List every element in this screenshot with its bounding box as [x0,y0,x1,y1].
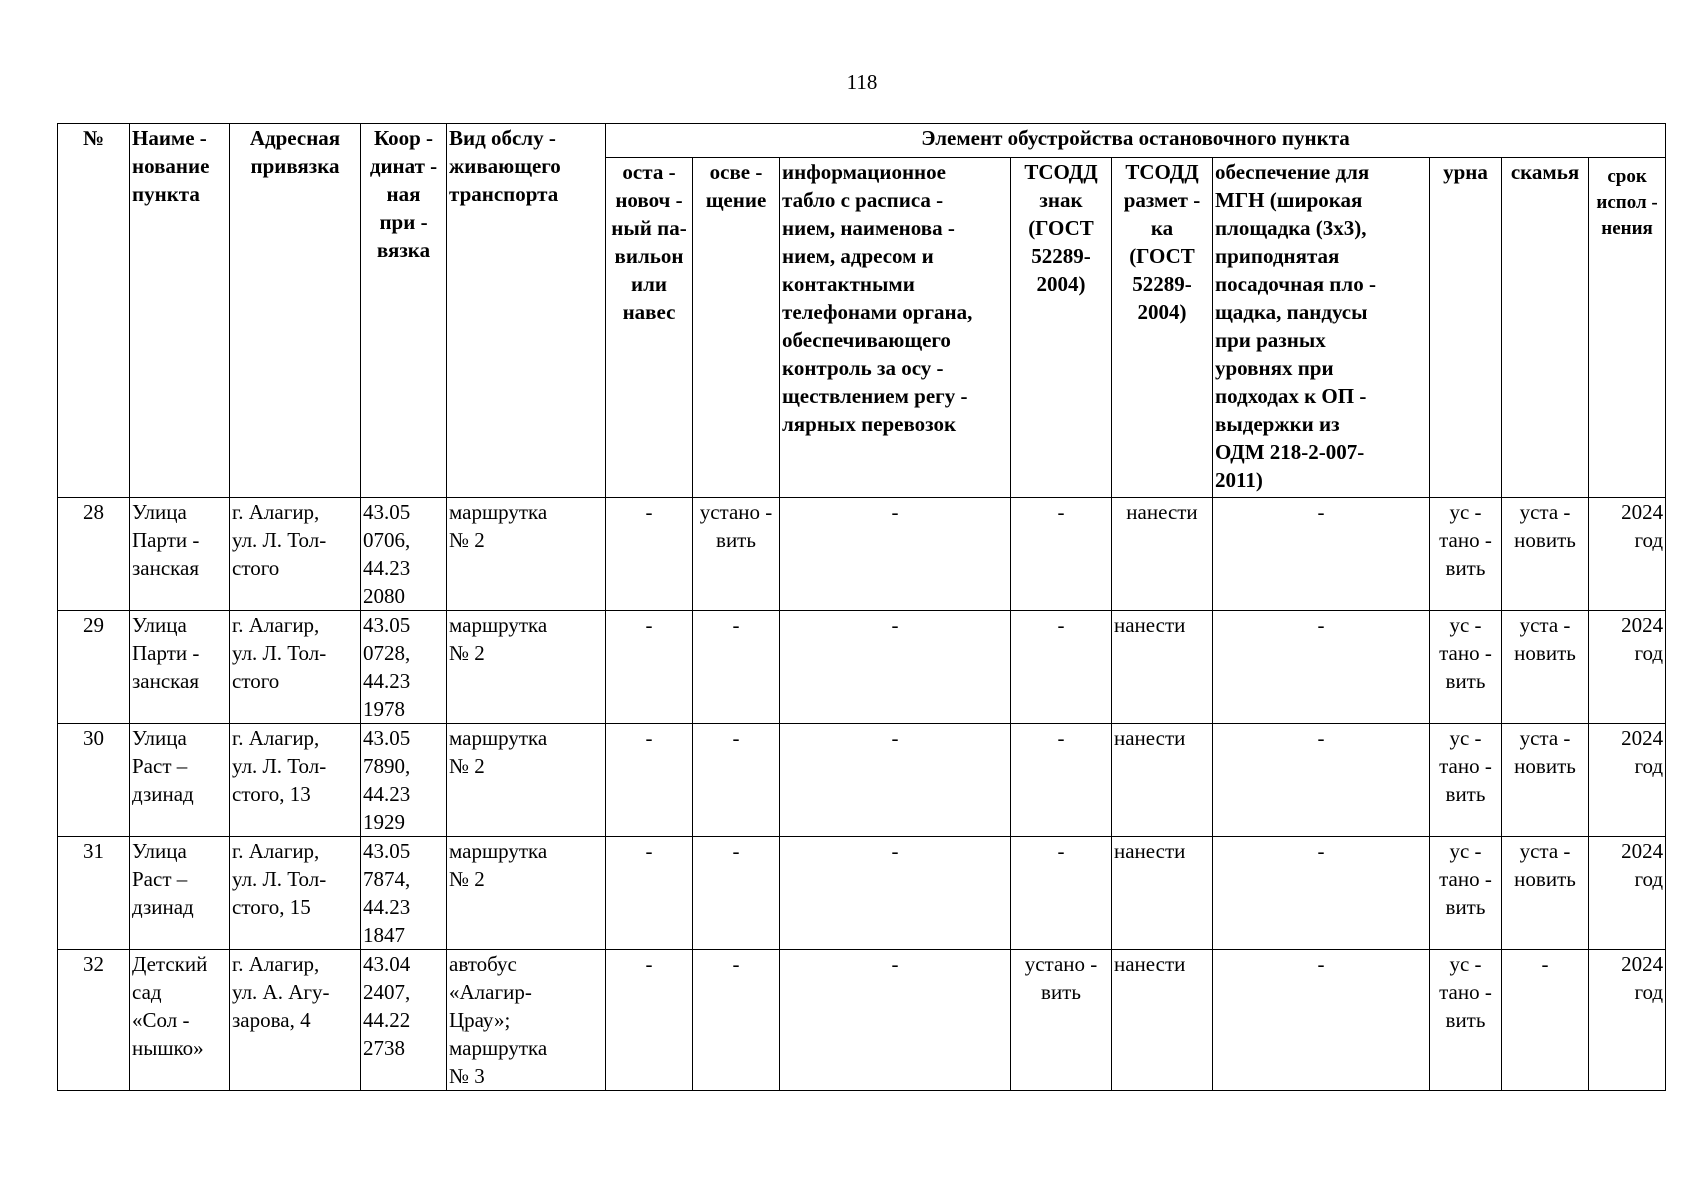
cell-deadline: 2024 год [1589,724,1666,837]
cell-mgn: - [1213,724,1430,837]
header-info-board: информационное табло с расписа - нием, наименова - нием, адресом и контактными телефонами органа, обеспечивающего контроль за осу - ществлением регу - лярных перевозок [780,158,1011,498]
cell-transport: маршрутка № 2 [447,498,606,611]
cell-pavilion: - [606,950,693,1091]
cell-bench: уста - новить [1502,837,1589,950]
cell-mgn: - [1213,950,1430,1091]
page-number: 118 [846,70,878,94]
cell-coords: 43.05 0706, 44.23 2080 [361,498,447,611]
cell-marking: нанести [1112,837,1213,950]
header-marking: ТСОДД размет - ка (ГОСТ 52289- 2004) [1112,158,1213,498]
cell-sign: - [1011,498,1112,611]
header-bench: скамья [1502,158,1589,498]
cell-deadline: 2024 год [1589,837,1666,950]
cell-transport: автобус «Алагир- Црау»; маршрутка № 3 [447,950,606,1091]
cell-address: г. Алагир, ул. Л. Тол- стого, 13 [230,724,361,837]
cell-name: Улица Парти - занская [130,611,230,724]
cell-num: 29 [58,611,130,724]
cell-mgn: - [1213,837,1430,950]
cell-lighting: устано - вить [693,498,780,611]
cell-bin: ус - тано - вить [1430,837,1502,950]
header-bin: урна [1430,158,1502,498]
table-row [58,611,1666,724]
header-coords: Коор - динат - ная при - вязка [361,124,447,498]
cell-coords: 43.04 2407, 44.22 2738 [361,950,447,1091]
table-row [58,837,1666,950]
header-address: Адресная привязка [230,124,361,498]
cell-sign: устано - вить [1011,950,1112,1091]
header-group: Элемент обустройства остановочного пункта [606,124,1666,158]
table-row [58,724,1666,837]
cell-name: Улица Раст – дзинад [130,837,230,950]
cell-pavilion: - [606,498,693,611]
cell-lighting: - [693,950,780,1091]
cell-info-board: - [780,837,1011,950]
cell-bench: уста - новить [1502,498,1589,611]
cell-mgn: - [1213,611,1430,724]
cell-marking: нанести [1112,498,1213,611]
header-transport: Вид обслу - живающего транспорта [447,124,606,498]
cell-info-board: - [780,611,1011,724]
cell-num: 31 [58,837,130,950]
header-sign: ТСОДД знак (ГОСТ 52289- 2004) [1011,158,1112,498]
cell-info-board: - [780,498,1011,611]
cell-deadline: 2024 год [1589,498,1666,611]
cell-address: г. Алагир, ул. А. Агу- зарова, 4 [230,950,361,1091]
cell-bin: ус - тано - вить [1430,950,1502,1091]
cell-pavilion: - [606,837,693,950]
cell-marking: нанести [1112,950,1213,1091]
cell-deadline: 2024 год [1589,611,1666,724]
cell-pavilion: - [606,724,693,837]
cell-name: Улица Раст – дзинад [130,724,230,837]
header-pavilion: оста - новоч - ный па- вильон или навес [606,158,693,498]
header-num: № [58,124,130,498]
header-lighting: осве - щение [693,158,780,498]
cell-address: г. Алагир, ул. Л. Тол- стого [230,498,361,611]
cell-transport: маршрутка № 2 [447,611,606,724]
header-mgn: обеспечение для МГН (широкая площадка (3х3), приподнятая посадочная пло - щадка, пандусы при разных уровнях при подходах к ОП - выдержки из ОДМ 218-2-007- 2011) [1213,158,1430,498]
cell-lighting: - [693,837,780,950]
cell-mgn: - [1213,498,1430,611]
cell-lighting: - [693,611,780,724]
cell-sign: - [1011,837,1112,950]
bus-stops-table [57,123,1666,1091]
cell-info-board: - [780,950,1011,1091]
cell-coords: 43.05 7890, 44.23 1929 [361,724,447,837]
cell-coords: 43.05 0728, 44.23 1978 [361,611,447,724]
cell-sign: - [1011,611,1112,724]
cell-marking: нанести [1112,611,1213,724]
cell-bench: уста - новить [1502,611,1589,724]
cell-num: 30 [58,724,130,837]
cell-coords: 43.05 7874, 44.23 1847 [361,837,447,950]
cell-bin: ус - тано - вить [1430,611,1502,724]
cell-bin: ус - тано - вить [1430,498,1502,611]
cell-info-board: - [780,724,1011,837]
cell-bench: - [1502,950,1589,1091]
cell-marking: нанести [1112,724,1213,837]
table-row [58,498,1666,611]
cell-bin: ус - тано - вить [1430,724,1502,837]
cell-lighting: - [693,724,780,837]
cell-address: г. Алагир, ул. Л. Тол- стого [230,611,361,724]
cell-num: 28 [58,498,130,611]
cell-name: Улица Парти - занская [130,498,230,611]
cell-address: г. Алагир, ул. Л. Тол- стого, 15 [230,837,361,950]
cell-bench: уста - новить [1502,724,1589,837]
cell-deadline: 2024 год [1589,950,1666,1091]
cell-transport: маршрутка № 2 [447,724,606,837]
cell-sign: - [1011,724,1112,837]
cell-pavilion: - [606,611,693,724]
cell-name: Детский сад «Сол - нышко» [130,950,230,1091]
header-deadline: срок испол - нения [1589,158,1666,498]
header-name: Наиме - нование пункта [130,124,230,498]
table-row [58,950,1666,1091]
cell-transport: маршрутка № 2 [447,837,606,950]
cell-num: 32 [58,950,130,1091]
